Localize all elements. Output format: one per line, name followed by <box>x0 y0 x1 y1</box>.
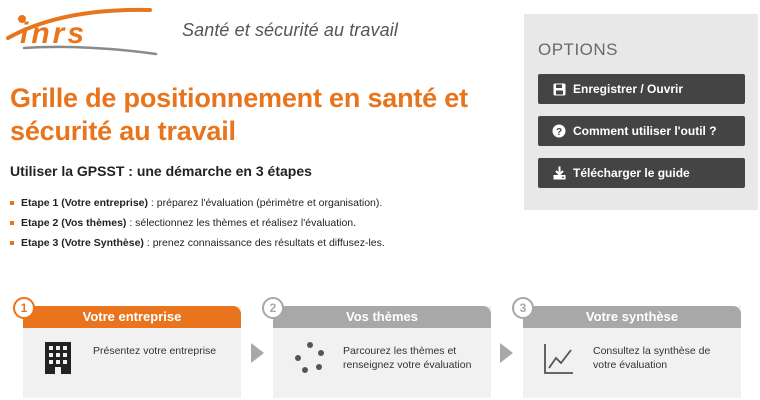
list-item <box>10 213 385 233</box>
svg-text:inrs: inrs <box>20 17 88 50</box>
step-label: Etape 3 (Votre Synthèse) <box>21 237 144 249</box>
step-text: : préparez l'évaluation (périmètre et organisation). <box>148 197 383 209</box>
card-text: Présentez votre entreprise <box>93 345 217 357</box>
list-item <box>10 193 385 213</box>
download-guide-button[interactable] <box>538 158 745 188</box>
save-open-button[interactable] <box>538 74 745 104</box>
building-icon <box>43 340 73 376</box>
inrs-logo[interactable] <box>2 4 162 56</box>
step-card-entreprise[interactable] <box>23 306 241 398</box>
download-guide-label: Télécharger le guide <box>573 166 690 180</box>
list-item <box>10 233 385 253</box>
next-arrow-icon <box>500 343 513 363</box>
help-label: Comment utiliser l'outil ? <box>573 124 717 138</box>
svg-text:?: ? <box>555 127 563 138</box>
dots-circle-icon <box>293 340 323 376</box>
card-text: Parcourez les thèmes et renseignez votre évaluation <box>343 345 472 371</box>
download-icon <box>552 166 566 180</box>
options-panel <box>524 14 758 210</box>
card-text: Consultez la synthèse de votre évaluation <box>593 345 711 371</box>
step-number-badge: 1 <box>13 297 35 319</box>
card-title: Votre entreprise <box>23 306 241 328</box>
inrs-logo-graphic <box>2 4 162 56</box>
page-title: Grille de positionnement en santé et sécurité au travail <box>10 83 468 146</box>
step-number-badge: 2 <box>262 297 284 319</box>
card-title: Vos thèmes <box>273 306 491 328</box>
card-body <box>23 328 241 398</box>
next-arrow-icon <box>251 343 264 363</box>
help-icon <box>552 124 566 138</box>
step-text: : prenez connaissance des résultats et diffusez-les. <box>143 237 385 249</box>
chart-line-icon <box>543 340 573 376</box>
options-title: OPTIONS <box>538 40 619 59</box>
step-text: : sélectionnez les thèmes et réalisez l'évaluation. <box>126 217 357 229</box>
help-button[interactable] <box>538 116 745 146</box>
card-body <box>523 328 741 398</box>
save-open-label: Enregistrer / Ouvrir <box>573 82 684 96</box>
step-label: Etape 1 (Votre entreprise) <box>21 197 149 209</box>
step-label: Etape 2 (Vos thèmes) <box>21 217 127 229</box>
steps-list <box>10 193 385 253</box>
step-card-themes[interactable] <box>273 306 491 398</box>
subtitle: Utiliser la GPSST : une démarche en 3 étapes <box>10 163 312 179</box>
card-body <box>273 328 491 398</box>
step-number-badge: 3 <box>512 297 534 319</box>
tagline: Santé et sécurité au travail <box>182 20 398 40</box>
card-title: Votre synthèse <box>523 306 741 328</box>
save-icon <box>552 82 566 96</box>
step-card-synthese[interactable] <box>523 306 741 398</box>
